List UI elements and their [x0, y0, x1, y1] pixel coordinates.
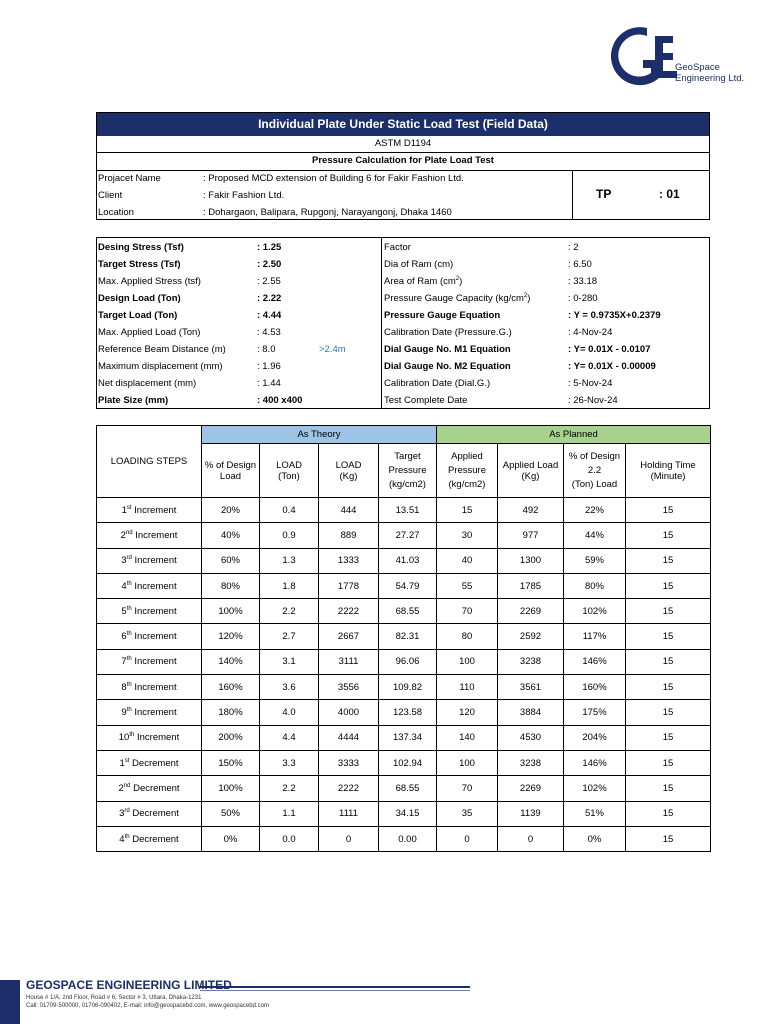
param-right-value: : Y = 0.9735X+0.2379 [568, 310, 661, 321]
table-cell-kg: 1778 [319, 573, 379, 598]
loading-step-cell: 3rd Decrement [97, 801, 202, 826]
table-cell-pct: 180% [202, 700, 260, 725]
param-right-label: Calibration Date (Dial.G.) [384, 378, 491, 389]
param-right-value: : 2 [568, 242, 579, 253]
table-cell-ap: 70 [437, 776, 498, 801]
param-left-label: Design Load (Ton) [98, 293, 181, 304]
param-left-row [98, 239, 398, 256]
param-right-label: Dial Gauge No. M1 Equation [384, 344, 511, 355]
client-value: : Fakir Fashion Ltd. [203, 190, 285, 201]
table-cell-tp: 123.58 [379, 700, 437, 725]
table-cell-pct: 20% [202, 498, 260, 523]
table-cell-kg: 2222 [319, 599, 379, 624]
param-right-value: : 5-Nov-24 [568, 378, 613, 389]
table-cell-pct2: 117% [564, 624, 626, 649]
test-point-cell [572, 170, 710, 220]
footer-company-name: GEOSPACE ENGINEERING LIMITED [26, 978, 232, 992]
param-left-label: Target Load (Ton) [98, 310, 178, 321]
table-cell-pct: 100% [202, 776, 260, 801]
geospace-logo-mark-icon [607, 24, 677, 90]
table-cell-ton: 2.7 [260, 624, 319, 649]
param-left-label: Reference Beam Distance (m) [98, 344, 226, 355]
table-cell-tp: 109.82 [379, 675, 437, 700]
table-cell-ton: 0.9 [260, 523, 319, 548]
table-cell-ap: 80 [437, 624, 498, 649]
loading-step-cell: 8th Increment [97, 675, 202, 700]
logo-text-line2: Engineering Ltd. [675, 73, 745, 84]
param-left-value: : 2.55 [257, 276, 281, 287]
table-cell-ton: 2.2 [260, 776, 319, 801]
table-cell-al: 492 [498, 498, 564, 523]
param-right-label: Dia of Ram (cm) [384, 259, 454, 270]
param-left-row [98, 290, 398, 307]
table-row [97, 548, 711, 573]
table-cell-hold: 15 [626, 498, 711, 523]
table-cell-tp: 34.15 [379, 801, 437, 826]
param-left-row [98, 341, 398, 358]
table-cell-kg: 3333 [319, 750, 379, 775]
param-left-label: Maximum displacement (mm) [98, 361, 223, 372]
table-row [97, 624, 711, 649]
table-cell-hold: 15 [626, 675, 711, 700]
param-right-row [384, 375, 684, 392]
test-parameters-box [96, 237, 710, 409]
table-cell-ton: 3.1 [260, 649, 319, 674]
col-header-pct-design-load: % of Design Load [202, 444, 260, 498]
table-cell-ton: 1.8 [260, 573, 319, 598]
param-left-value: : 400 x400 [257, 395, 303, 406]
table-row [97, 599, 711, 624]
table-cell-hold: 15 [626, 599, 711, 624]
table-cell-ton: 1.1 [260, 801, 319, 826]
page-footer [0, 966, 768, 1024]
table-cell-pct2: 175% [564, 700, 626, 725]
param-right-value: : Y= 0.01X - 0.00009 [568, 361, 656, 372]
param-right-label: Pressure Gauge Equation [384, 310, 501, 321]
calculation-subtitle: Pressure Calculation for Plate Load Test [312, 155, 494, 166]
table-cell-pct: 120% [202, 624, 260, 649]
table-cell-al: 977 [498, 523, 564, 548]
col-header-load-kg: LOAD (Kg) [319, 444, 379, 498]
table-cell-kg: 2667 [319, 624, 379, 649]
table-cell-tp: 54.79 [379, 573, 437, 598]
footer-accent-bar [0, 980, 20, 1024]
table-cell-kg: 889 [319, 523, 379, 548]
table-cell-ap: 120 [437, 700, 498, 725]
table-row [97, 826, 711, 851]
table-cell-ton: 1.3 [260, 548, 319, 573]
table-cell-pct: 150% [202, 750, 260, 775]
param-right-row [384, 256, 684, 273]
table-cell-pct2: 44% [564, 523, 626, 548]
table-cell-ap: 110 [437, 675, 498, 700]
col-header-target-pressure: Target Pressure (kg/cm2) [379, 444, 437, 498]
table-cell-pct2: 59% [564, 548, 626, 573]
table-cell-pct2: 160% [564, 675, 626, 700]
location-value: : Dohargaon, Balipara, Rupgonj, Narayangonj, Dhaka 1460 [203, 207, 452, 218]
logo-text-line1: GeoSpace [675, 62, 720, 73]
param-right-label: Factor [384, 242, 411, 253]
table-cell-pct: 80% [202, 573, 260, 598]
param-left-label: Net displacement (mm) [98, 378, 197, 389]
param-left-row [98, 392, 398, 409]
table-cell-kg: 3556 [319, 675, 379, 700]
param-left-label: Plate Size (mm) [98, 395, 169, 406]
loading-step-cell: 3rd Increment [97, 548, 202, 573]
table-cell-hold: 15 [626, 649, 711, 674]
param-left-row [98, 307, 398, 324]
table-row [97, 801, 711, 826]
loading-step-cell: 9th Increment [97, 700, 202, 725]
table-cell-pct2: 102% [564, 776, 626, 801]
table-row [97, 649, 711, 674]
col-header-pct-design-2-2: % of Design 2.2 (Ton) Load [564, 444, 626, 498]
table-cell-pct: 100% [202, 599, 260, 624]
col-header-applied-load: Applied Load (Kg) [498, 444, 564, 498]
table-cell-tp: 102.94 [379, 750, 437, 775]
param-right-row [384, 358, 684, 375]
table-cell-pct: 50% [202, 801, 260, 826]
table-cell-al: 2269 [498, 776, 564, 801]
test-point-label: TP [596, 187, 612, 201]
param-left-value: : 1.44 [257, 378, 281, 389]
loading-steps-table [96, 425, 711, 852]
param-left-row [98, 324, 398, 341]
param-left-value: : 1.96 [257, 361, 281, 372]
param-right-row [384, 324, 684, 341]
param-right-label: Test Complete Date [384, 395, 468, 406]
table-cell-hold: 15 [626, 523, 711, 548]
table-cell-tp: 0.00 [379, 826, 437, 851]
table-cell-pct2: 146% [564, 750, 626, 775]
loading-step-cell: 6th Increment [97, 624, 202, 649]
table-cell-pct2: 51% [564, 801, 626, 826]
param-left-label: Target Stress (Tsf) [98, 259, 181, 270]
param-right-row [384, 290, 684, 307]
param-right-label: Calibration Date (Pressure.G.) [384, 327, 512, 338]
table-cell-tp: 82.31 [379, 624, 437, 649]
table-cell-hold: 15 [626, 624, 711, 649]
col-header-holding-time: Holding Time (Minute) [626, 444, 711, 498]
client-label: Client [98, 190, 123, 201]
param-left-row [98, 358, 398, 375]
table-cell-al: 4530 [498, 725, 564, 750]
table-cell-kg: 1333 [319, 548, 379, 573]
table-cell-ap: 30 [437, 523, 498, 548]
table-row [97, 573, 711, 598]
location-label: Location [98, 207, 134, 218]
table-cell-al: 1785 [498, 573, 564, 598]
param-right-row [384, 341, 684, 358]
table-cell-hold: 15 [626, 776, 711, 801]
param-left-value: : 1.25 [257, 242, 282, 253]
param-right-value: : 26-Nov-24 [568, 395, 618, 406]
table-row [97, 776, 711, 801]
col-header-loading-steps: LOADING STEPS [97, 426, 202, 498]
table-cell-tp: 68.55 [379, 776, 437, 801]
table-cell-tp: 68.55 [379, 599, 437, 624]
table-cell-ton: 4.0 [260, 700, 319, 725]
param-left-note: >2.4m [319, 344, 346, 355]
loading-step-cell: 1st Increment [97, 498, 202, 523]
loading-step-cell: 4th Increment [97, 573, 202, 598]
param-left-value: : 8.0 [257, 344, 276, 355]
table-cell-pct: 200% [202, 725, 260, 750]
param-right-value: : 6.50 [568, 259, 592, 270]
table-row [97, 700, 711, 725]
table-cell-kg: 444 [319, 498, 379, 523]
loading-step-cell: 2nd Increment [97, 523, 202, 548]
param-left-label: Desing Stress (Tsf) [98, 242, 184, 253]
table-cell-hold: 15 [626, 801, 711, 826]
table-cell-hold: 15 [626, 700, 711, 725]
table-cell-kg: 3111 [319, 649, 379, 674]
table-cell-ton: 3.3 [260, 750, 319, 775]
test-point-value: : 01 [659, 187, 680, 201]
param-left-label: Max. Applied Stress (tsf) [98, 276, 201, 287]
loading-step-cell: 5th Increment [97, 599, 202, 624]
param-right-value: : 0-280 [568, 293, 598, 304]
table-cell-hold: 15 [626, 548, 711, 573]
table-cell-ap: 35 [437, 801, 498, 826]
group-header-as-planned: As Planned [437, 426, 711, 444]
project-name-label: Projacet Name [98, 173, 161, 184]
param-right-value: : Y= 0.01X - 0.0107 [568, 344, 651, 355]
loading-step-cell: 2nd Decrement [97, 776, 202, 801]
table-cell-kg: 1111 [319, 801, 379, 826]
table-cell-ton: 2.2 [260, 599, 319, 624]
param-right-label: Area of Ram $(cm^2)$ [384, 275, 463, 287]
table-cell-pct2: 22% [564, 498, 626, 523]
footer-contact: Call: 01709-500000, 01706-090402, E-mail: info@geospacebd.com, www.geospacebd.com [26, 1003, 269, 1009]
param-right-row [384, 392, 684, 409]
param-left-row [98, 273, 398, 290]
param-left-value: : 4.44 [257, 310, 282, 321]
param-right-row [384, 273, 684, 290]
loading-step-cell: 7th Increment [97, 649, 202, 674]
table-cell-al: 0 [498, 826, 564, 851]
param-right-row [384, 239, 684, 256]
table-cell-al: 1139 [498, 801, 564, 826]
table-cell-kg: 4000 [319, 700, 379, 725]
param-left-row [98, 375, 398, 392]
loading-step-cell: 1st Decrement [97, 750, 202, 775]
table-cell-pct2: 204% [564, 725, 626, 750]
table-cell-ap: 55 [437, 573, 498, 598]
project-info-box [96, 112, 710, 220]
table-cell-pct: 0% [202, 826, 260, 851]
table-cell-ton: 3.6 [260, 675, 319, 700]
col-header-load-ton: LOAD (Ton) [260, 444, 319, 498]
table-cell-al: 1300 [498, 548, 564, 573]
table-row [97, 523, 711, 548]
table-cell-tp: 41.03 [379, 548, 437, 573]
table-cell-ap: 140 [437, 725, 498, 750]
group-header-as-theory: As Theory [202, 426, 437, 444]
table-cell-ap: 100 [437, 750, 498, 775]
param-left-value: : 4.53 [257, 327, 281, 338]
company-logo [607, 24, 757, 90]
loading-step-cell: 4th Decrement [97, 826, 202, 851]
param-left-value: : 2.22 [257, 293, 282, 304]
table-cell-hold: 15 [626, 750, 711, 775]
table-cell-hold: 15 [626, 725, 711, 750]
param-right-row [384, 307, 684, 324]
table-cell-pct: 60% [202, 548, 260, 573]
param-right-label: Pressure Gauge Capacity $(kg/cm^2)$ [384, 292, 531, 304]
table-row [97, 750, 711, 775]
table-cell-ap: 0 [437, 826, 498, 851]
table-cell-al: 3884 [498, 700, 564, 725]
table-cell-tp: 13.51 [379, 498, 437, 523]
table-row [97, 725, 711, 750]
table-cell-ton: 0.0 [260, 826, 319, 851]
document-title: Individual Plate Under Static Load Test (Field Data) [97, 113, 709, 136]
table-cell-ap: 40 [437, 548, 498, 573]
table-cell-kg: 4444 [319, 725, 379, 750]
table-cell-al: 3238 [498, 750, 564, 775]
loading-step-cell: 10th Increment [97, 725, 202, 750]
project-name-value: : Proposed MCD extension of Building 6 for Fakir Fashion Ltd. [203, 173, 464, 184]
standard-code: ASTM D1194 [374, 138, 432, 149]
table-cell-pct: 160% [202, 675, 260, 700]
footer-address: House # 1/A, 2nd Floor, Road # 6, Sector # 3, Uttara, Dhaka-1231 [26, 995, 202, 1001]
table-cell-tp: 137.34 [379, 725, 437, 750]
table-cell-pct2: 102% [564, 599, 626, 624]
col-header-applied-pressure: Applied Pressure (kg/cm2) [437, 444, 498, 498]
param-left-value: : 2.50 [257, 259, 282, 270]
table-cell-ap: 15 [437, 498, 498, 523]
table-cell-pct2: 80% [564, 573, 626, 598]
table-cell-al: 2269 [498, 599, 564, 624]
table-cell-al: 3238 [498, 649, 564, 674]
table-cell-hold: 15 [626, 573, 711, 598]
table-cell-kg: 0 [319, 826, 379, 851]
param-right-value: : 4-Nov-24 [568, 327, 613, 338]
param-right-value: : 33.18 [568, 276, 598, 287]
table-cell-pct: 140% [202, 649, 260, 674]
table-cell-ton: 4.4 [260, 725, 319, 750]
table-row [97, 498, 711, 523]
table-cell-tp: 27.27 [379, 523, 437, 548]
table-cell-al: 3561 [498, 675, 564, 700]
table-cell-ton: 0.4 [260, 498, 319, 523]
table-cell-pct: 40% [202, 523, 260, 548]
table-row [97, 675, 711, 700]
table-cell-kg: 2222 [319, 776, 379, 801]
table-cell-pct2: 0% [564, 826, 626, 851]
param-right-label: Dial Gauge No. M2 Equation [384, 361, 511, 372]
param-left-row [98, 256, 398, 273]
param-left-label: Max. Applied Load (Ton) [98, 327, 201, 338]
table-cell-ap: 100 [437, 649, 498, 674]
table-cell-hold: 15 [626, 826, 711, 851]
table-cell-tp: 96.06 [379, 649, 437, 674]
table-cell-ap: 70 [437, 599, 498, 624]
table-cell-al: 2592 [498, 624, 564, 649]
table-cell-pct2: 146% [564, 649, 626, 674]
